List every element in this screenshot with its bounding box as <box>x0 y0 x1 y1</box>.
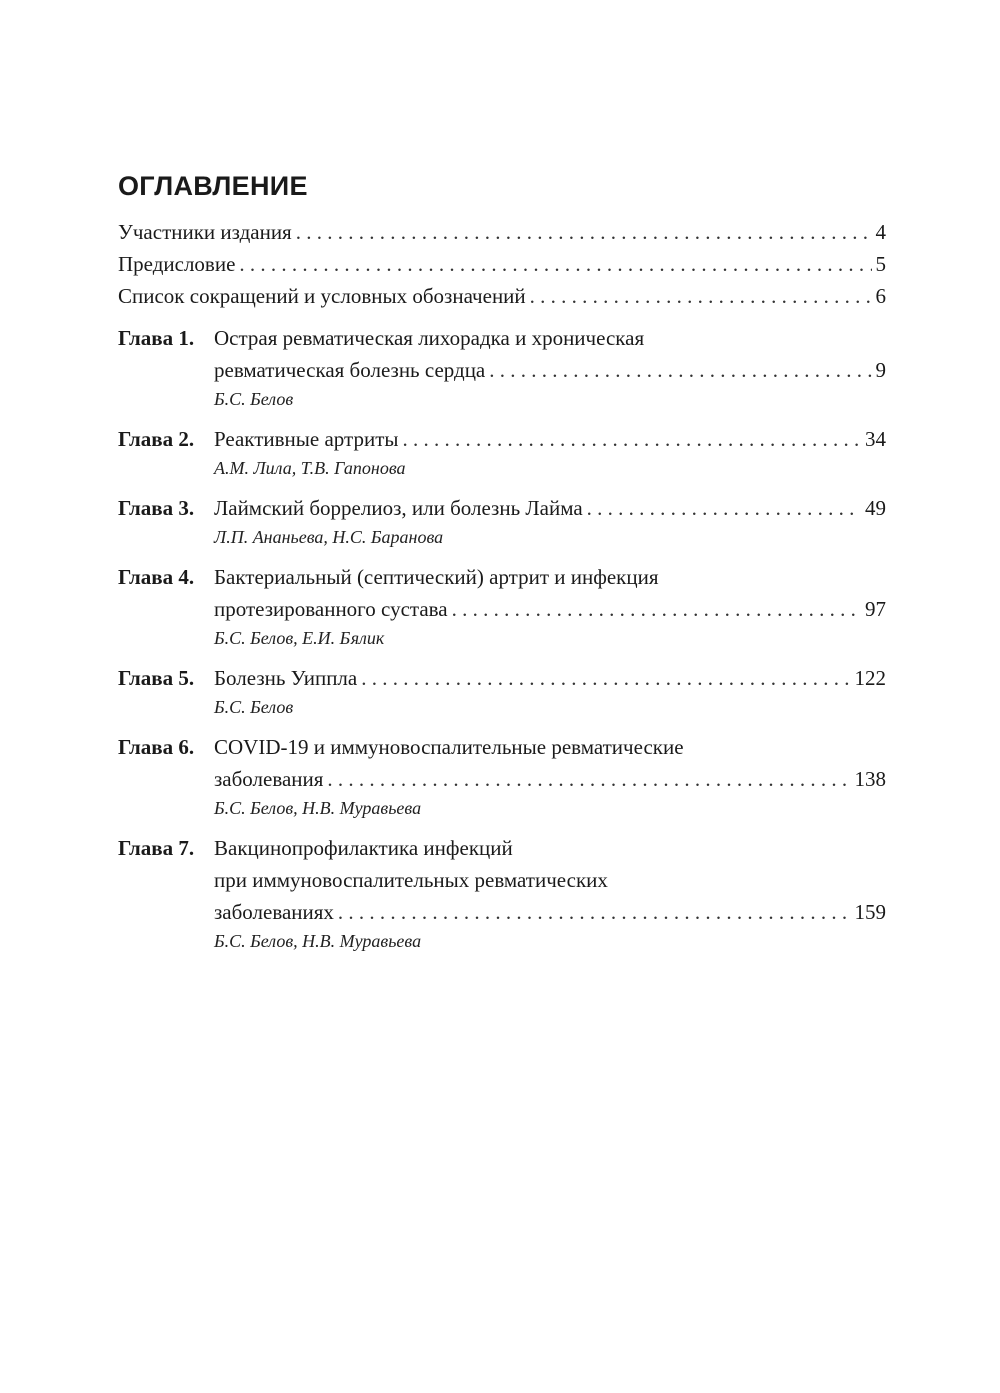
page-number: 5 <box>875 252 886 276</box>
chapter-authors: Б.С. Белов, Е.И. Бялик <box>214 628 385 648</box>
dot-leader <box>587 492 861 524</box>
chapter-label: Глава 3. <box>118 496 195 520</box>
chapter-title-line: заболеваниях <box>214 900 334 924</box>
toc-chapter-6[interactable] <box>118 731 886 822</box>
toc-entry-abbreviations[interactable] <box>118 280 886 312</box>
entry-title: Предисловие <box>118 252 236 276</box>
chapter-title-line: протезированного сустава <box>214 597 448 621</box>
chapter-title-line: Реактивные артриты <box>214 427 399 451</box>
dot-leader <box>402 423 861 455</box>
page-number: 34 <box>865 427 886 451</box>
chapter-label: Глава 7. <box>118 836 195 860</box>
chapter-label: Глава 2. <box>118 427 195 451</box>
dot-leader <box>239 248 871 280</box>
page-number: 138 <box>854 767 886 791</box>
toc-chapter-7[interactable] <box>118 832 886 955</box>
chapter-label: Глава 4. <box>118 565 195 589</box>
chapter-title-line: при иммуновоспалительных ревматических <box>214 868 608 892</box>
chapter-label: Глава 1. <box>118 326 195 350</box>
dot-leader <box>530 280 872 312</box>
toc-title: ОГЛАВЛЕНИЕ <box>118 171 308 201</box>
chapter-label: Глава 6. <box>118 735 195 759</box>
page-number: 4 <box>875 220 886 244</box>
chapter-title-line: Острая ревматическая лихорадка и хроническая <box>214 326 645 350</box>
toc-chapter-5[interactable] <box>118 662 886 721</box>
entry-title: Список сокращений и условных обозначений <box>118 284 526 308</box>
entry-title: Участники издания <box>118 220 292 244</box>
chapter-authors: Б.С. Белов <box>214 697 294 717</box>
page-number: 9 <box>875 358 886 382</box>
toc-chapter-3[interactable] <box>118 492 886 551</box>
chapter-title-line: COVID-19 и иммуновоспалительные ревматические <box>214 735 684 759</box>
page-number: 6 <box>875 284 886 308</box>
toc-entry-preface[interactable] <box>118 248 886 280</box>
chapter-authors: Б.С. Белов, Н.В. Муравьева <box>214 931 422 951</box>
chapter-authors: Л.П. Ананьева, Н.С. Баранова <box>214 527 444 547</box>
page-number: 97 <box>865 597 886 621</box>
dot-leader <box>489 354 871 386</box>
chapter-title-line: Лаймский боррелиоз, или болезнь Лайма <box>214 496 583 520</box>
chapter-title-line: Болезнь Уиппла <box>214 666 358 690</box>
toc-entry-contributors[interactable] <box>118 216 886 248</box>
chapter-title-line: Вакцинопрофилактика инфекций <box>214 836 513 860</box>
dot-leader <box>452 593 861 625</box>
dot-leader <box>327 763 850 795</box>
chapter-authors: А.М. Лила, Т.В. Гапонова <box>214 458 406 478</box>
toc-chapter-1[interactable] <box>118 322 886 413</box>
chapter-title-line: ревматическая болезнь сердца <box>214 358 486 382</box>
toc-chapter-4[interactable] <box>118 561 886 652</box>
dot-leader <box>361 662 850 694</box>
chapter-title-line: Бактериальный (септический) артрит и инфекция <box>214 565 659 589</box>
page-number: 122 <box>854 666 886 690</box>
dot-leader <box>296 216 872 248</box>
chapter-title-line: заболевания <box>214 767 324 791</box>
chapter-authors: Б.С. Белов <box>214 389 294 409</box>
toc-chapter-2[interactable] <box>118 423 886 482</box>
page-number: 49 <box>865 496 886 520</box>
table-of-contents <box>118 216 886 955</box>
chapter-authors: Б.С. Белов, Н.В. Муравьева <box>214 798 422 818</box>
dot-leader <box>338 896 851 928</box>
page-number: 159 <box>854 900 886 924</box>
chapter-label: Глава 5. <box>118 666 195 690</box>
